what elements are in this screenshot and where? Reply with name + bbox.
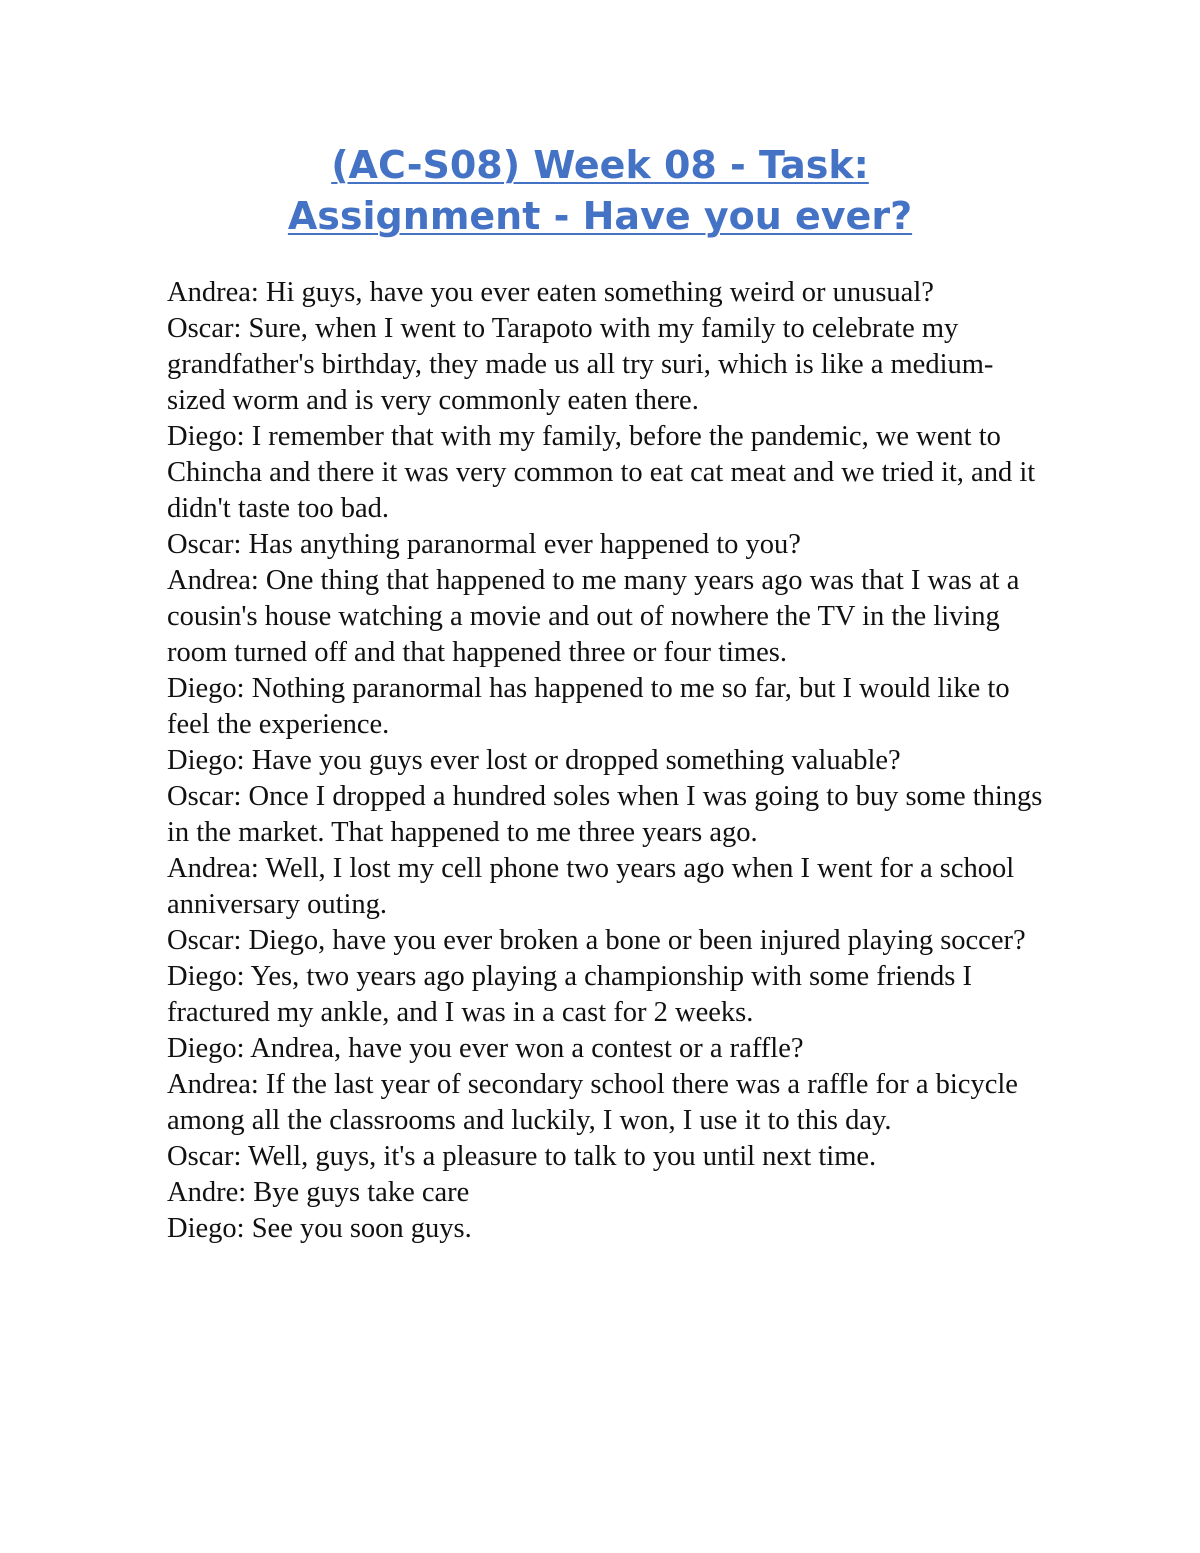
dialogue-line: Oscar: Once I dropped a hundred soles when I was going to buy some things in the market. That happened to me three years ago. — [167, 781, 1043, 848]
dialogue-line: Andre: Bye guys take care — [167, 1177, 470, 1208]
dialogue-line: Andrea: If the last year of secondary school there was a raffle for a bicycle among all the classrooms and luckily, I won, I use it to this day. — [167, 1069, 1018, 1136]
dialogue-line: Andrea: One thing that happened to me many years ago was that I was at a cousin's house watching a movie and out of nowhere the TV in the living room turned off and that happened three or four times. — [167, 565, 1020, 668]
dialogue-line: Diego: Have you guys ever lost or dropped something valuable? — [167, 745, 901, 776]
dialogue-line: Oscar: Well, guys, it's a pleasure to talk to you until next time. — [167, 1141, 877, 1172]
title-line-2: Assignment - Have you ever? — [287, 194, 913, 238]
title-line-1: (AC-S08) Week 08 - Task: — [331, 143, 869, 187]
dialogue-body — [167, 275, 1047, 1247]
dialogue-line: Oscar: Has anything paranormal ever happened to you? — [167, 529, 801, 560]
dialogue-line: Andrea: Well, I lost my cell phone two years ago when I went for a school anniversary outing. — [167, 853, 1015, 920]
dialogue-line: Diego: Yes, two years ago playing a championship with some friends I fractured my ankle, and I was in a cast for 2 weeks. — [167, 961, 972, 1028]
dialogue-line: Diego: Nothing paranormal has happened to me so far, but I would like to feel the experience. — [167, 673, 1010, 740]
document-title — [150, 140, 1050, 242]
dialogue-line: Diego: See you soon guys. — [167, 1213, 472, 1244]
dialogue-line: Andrea: Hi guys, have you ever eaten something weird or unusual? — [167, 277, 934, 308]
dialogue-line: Diego: I remember that with my family, before the pandemic, we went to Chincha and there it was very common to eat cat meat and we tried it, and it didn't taste too bad. — [167, 421, 1036, 524]
dialogue-line: Diego: Andrea, have you ever won a contest or a raffle? — [167, 1033, 804, 1064]
dialogue-line: Oscar: Diego, have you ever broken a bone or been injured playing soccer? — [167, 925, 1026, 956]
dialogue-line: Oscar: Sure, when I went to Tarapoto with my family to celebrate my grandfather's birthday, they made us all try suri, which is like a medium-sized worm and is very commonly eaten there. — [167, 313, 994, 416]
